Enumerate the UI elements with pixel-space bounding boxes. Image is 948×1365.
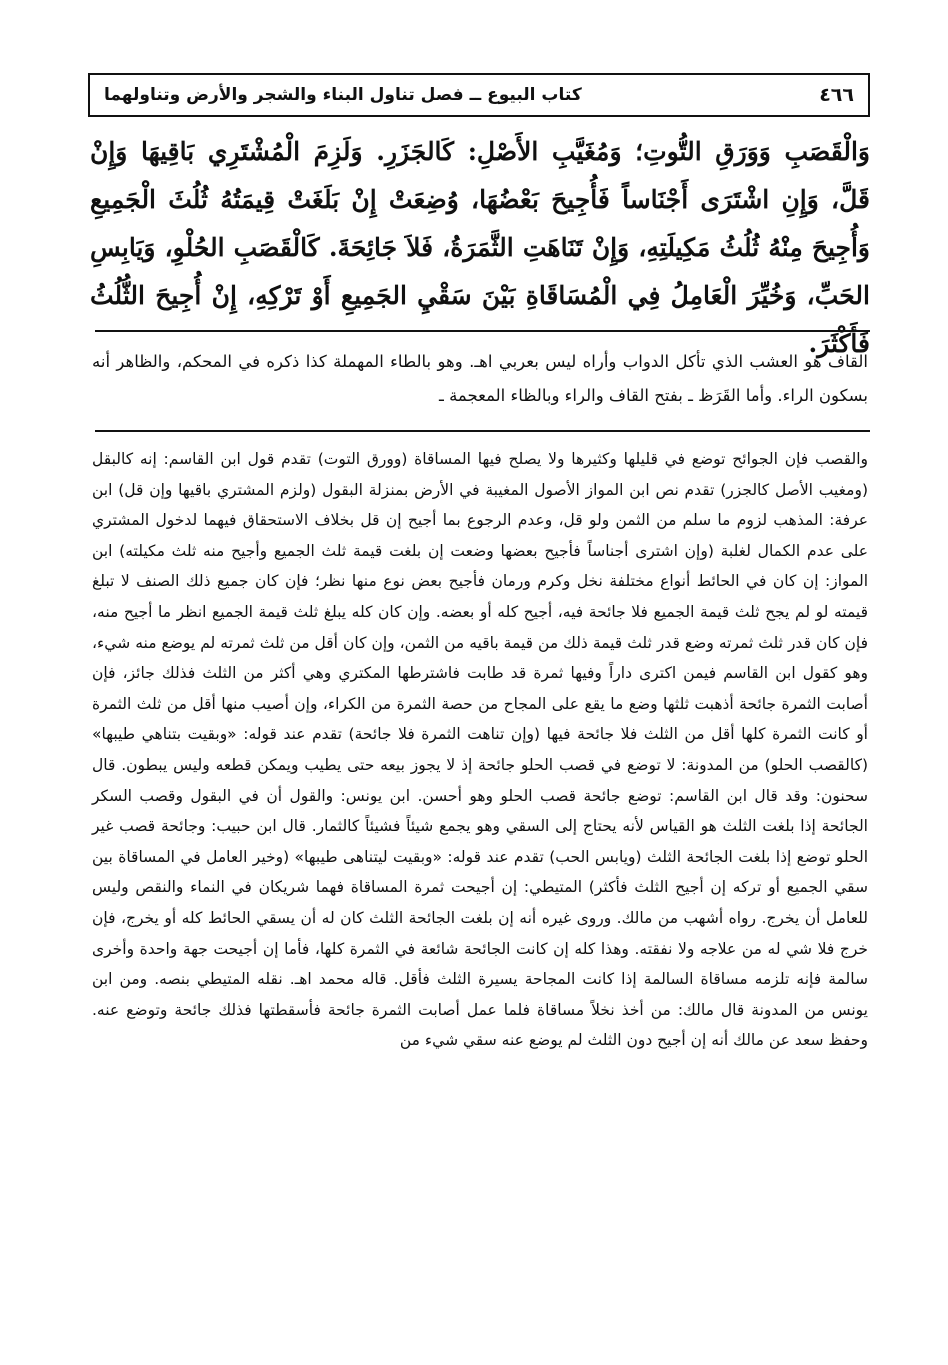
separator-rule-top [95, 330, 870, 332]
footnote-block [92, 345, 868, 413]
running-header [88, 73, 870, 117]
header-title: كتاب البيوع ــ فصل تناول البناء والشجر والأرض وتناولهما [104, 85, 582, 105]
footnote-paragraph: القاف هو العشب الذي تأكل الدواب وأراه ليس بعربي اهـ. وهو بالطاء المهملة كذا ذكره في المحكم، والظاهر أنه بسكون الراء. وأما القَرَظ ـ بفتح القاف والراء وبالظاء المعجمة ـ [92, 352, 868, 405]
main-text-paragraph: وَالْقَصَبِ وَوَرَقِ التُّوتِ؛ وَمُغَيَّبِ الأَصْلِ: كَالجَزَرِ. وَلَزِمَ الْمُشْتَرِي بَاقِيهَا وَإِنْ قَلَّ، وَإِنِ اشْتَرَى أَجْنَاساً فَأُجِيحَ بَعْضُهَا، وُضِعَتْ إِنْ بَلَغَتْ قِيمَتُهُ ثُلُثَ الْجَمِيعِ وَأُجِيحَ مِنْهُ ثُلُثُ مَكِيلَتِهِ، وَإِنْ تَنَاهَتِ الثَّمَرَةُ، فَلاَ جَائِحَةَ. كَالْقَصَبِ الحُلْوِ، وَيَابِسِ الحَبِّ، وَخُيِّرَ الْعَامِلُ فِي الْمُسَاقَاةِ بَيْنَ سَقْيِ الجَمِيعِ أَوْ تَرْكِهِ، إِنْ أُجِيحَ الثُّلُثُ فَأَكْثَرَ. [90, 137, 870, 358]
commentary-block [92, 444, 868, 1056]
separator-rule-bottom [95, 430, 870, 432]
page-number: ٤٦٦ [819, 84, 854, 106]
commentary-paragraph: والقصب فإن الجوائح توضع في قليلها وكثيرها ولا يصلح فيها المساقاة (وورق التوت) تقدم قول ابن القاسم: إنه كالبقل (ومغيب الأصل كالجزر) تقدم نص ابن المواز الأصول المغيبة في الأرض بمنزلة البقول (ولزم المشتري باقيها وإن قل) ابن عرفة: المذهب لزوم ما سلم من الثمن ولو قل، وعدم الرجوع بما أجيح إن قل بخلاف الاستحقاق فيهما لدخول المشتري على عدم الكمال لغلبة (وإن اشترى أجناساً فأجيح بعضها وضعت إن بلغت قيمة ثلث الجميع وأجيح منه ثلث مكيلته) ابن المواز: إن كان في الحائط أنواع مختلفة نخل وكرم ورمان فأجيح بعض نوع منها نظر؛ فإن كان جميع ذلك الصنف لا تبلغ قيمته لو لم يجح ثلث قيمة الجميع فلا جائحة فيه، أجيح كله أو بعضه. وإن كان كله يبلغ ثلث قيمة الجميع انظر ما أجيح منه، فإن كان قدر ثلث ثمرته وضع قدر ثلث قيمة ذلك من قيمة باقيه من الثمن، وإن كان أقل من ثلث ثمرته لم يوضع منه شيء، وهو كقول ابن القاسم فيمن اكترى داراً وفيها ثمرة قد طابت فاشترطها المكتري وهي أكثر من الثلث فذلك جائز، فإن أصابت الثمرة جائحة أذهبت ثلثها وضع ما يقع على المجاح من حصة الثمرة من الكراء، وإن أصيب منها أقل من ثلث الثمرة أو كانت الثمرة كلها أقل من الثلث فلا جائحة فيها (وإن تناهت الثمرة فلا جائحة) تقدم عند قوله: «وبقيت بتناهي طيبها» (كالقصب الحلو) من المدونة: لا توضع في قصب الحلو جائحة إذ لا يجوز بيعه حتى يطيب ويمكن قطعه وليس يبطون. قال سحنون: وقد قال ابن القاسم: توضع جائحة قصب الحلو وهو أحسن. ابن يونس: والقول أن في البقول وقصب السكر الجائحة إذا بلغت الثلث هو القياس لأنه يحتاج إلى السقي وهو يجمع شيئاً فشيئاً كالثمار. قال ابن حبيب: وجائحة قصب غير الحلو توضع إذا بلغت الجائحة الثلث (ويابس الحب) تقدم عند قوله: «وبقيت ليتناهى طيبها» (وخير العامل في المساقاة بين سقي الجميع أو تركه إن أجيح الثلث فأكثر) المتيطي: إن أجيحت ثمرة المساقاة فهما شريكان في النماء والنقص وليس للعامل أن يخرج. رواه أشهب من مالك. وروى غيره أنه إن بلغت الجائحة الثلث كان له أن يسقي الحائط كله أو يخرج، فإن خرج فلا شي له من علاجه ولا نفقته. وهذا كله إن كانت الجائحة شائعة في الثمرة كلها، فأما إن أجيحت جهة واحدة وأخرى سالمة فإنه تلزمه مساقاة السالمة إذا كانت المجاحة يسيرة الثلث فأقل. قاله محمد اهـ. نقله المتيطي بنصه. ومن ابن يونس من المدونة قال مالك: من أخذ نخلاً مساقاة فلما عمل أصابت الثمرة جائحة فأسقطتها فذلك جائحة وتوضع عنه. وحفظ سعد عن مالك أنه إن أجيح دون الثلث لم يوضع عنه سقي شيء من [92, 450, 868, 1050]
main-text [90, 128, 870, 368]
